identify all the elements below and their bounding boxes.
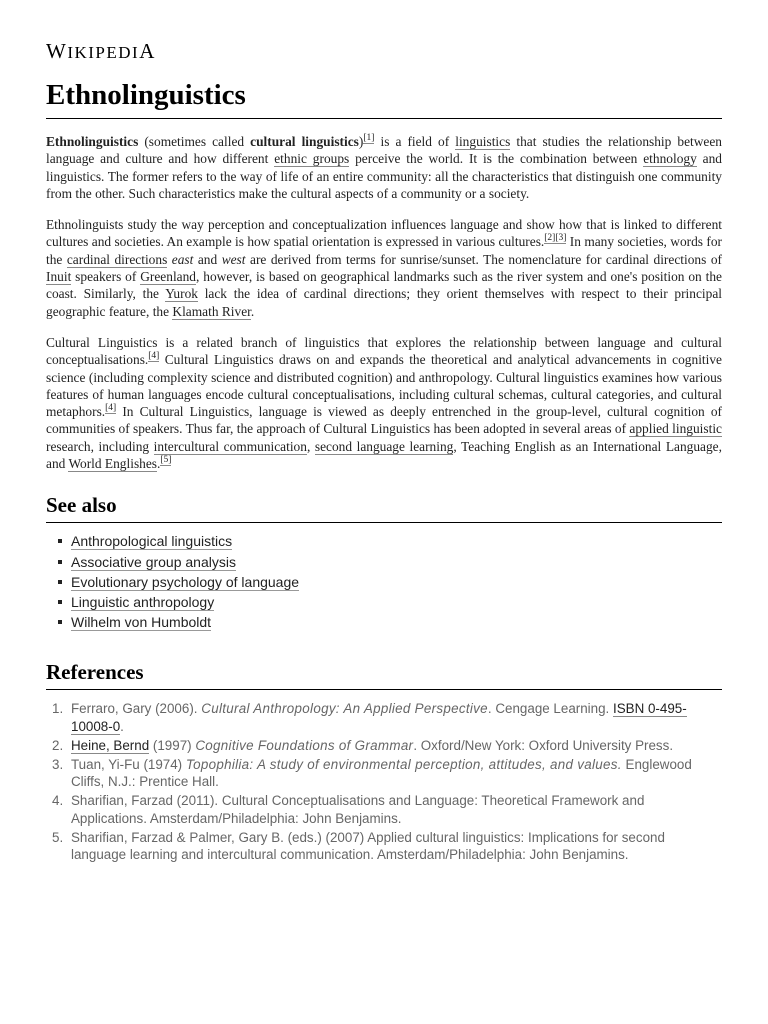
- citation-4b[interactable]: [4]: [105, 403, 117, 414]
- citation-3[interactable]: [3]: [555, 233, 567, 244]
- article: [46, 38, 722, 865]
- link-applied-linguistic[interactable]: applied linguistic: [629, 421, 722, 437]
- list-item: [46, 612, 722, 632]
- reference-item: 5. Sharifian, Farzad & Palmer, Gary B. (eds.) (2007) Applied cultural linguistics: Implications for second language learning and intercultural communication. Amsterdam/Philadelphia: John Benjamins.: [52, 829, 665, 863]
- bullet-icon: [58, 620, 62, 624]
- reference-item: 1. Ferraro, Gary (2006). Cultural Anthropology: An Applied Perspective. Cengage Learning. ISBN 0-495-10008-0.: [52, 701, 687, 734]
- references-list: [46, 700, 722, 864]
- bullet-icon: [58, 600, 62, 604]
- link-ethnic-groups[interactable]: ethnic groups: [274, 151, 350, 167]
- wikipedia-logo[interactable]: WIKIPEDIA: [46, 39, 156, 63]
- link-anthropological-linguistics[interactable]: Anthropological linguistics: [71, 533, 233, 550]
- citation-1[interactable]: [1]: [363, 133, 375, 143]
- reference-item: 4. Sharifian, Farzad (2011). Cultural Conceptualisations and Language: Theoretical Framework and Applications. Amsterdam/Philadelphia: John Benjamins.: [52, 793, 645, 826]
- list-item: [46, 592, 722, 612]
- link-world-englishes[interactable]: World Englishes: [68, 456, 158, 472]
- link-yurok[interactable]: Yurok: [165, 286, 198, 302]
- link-heine-bernd[interactable]: Heine, Bernd: [71, 737, 150, 753]
- paragraph-perception: Ethnolinguists study the way perception and conceptualization influences language and show how that is linked to different cultures and societies. An example is how spatial orientation is expressed in various cultures.[2][3] In many societies, words for the cardinal directions east and west are derived from terms for sunrise/sunset. The nomenclature for cardinal directions of Inuit speakers of Greenland, however, is based on geographical landmarks such as the river system and one's position on the coast. Similarly, the Yurok lack the idea of cardinal directions; they orient themselves with respect to their principal geographic feature, the Klamath River.: [46, 217, 722, 319]
- link-second-language-learning[interactable]: second language learning: [314, 438, 454, 454]
- link-linguistics[interactable]: linguistics: [455, 134, 511, 149]
- citation-2[interactable]: [2]: [544, 233, 556, 244]
- reference-item: 2. Heine, Bernd (1997) Cognitive Foundations of Grammar. Oxford/New York: Oxford University Press.: [52, 737, 674, 753]
- link-cardinal-directions[interactable]: cardinal directions: [66, 251, 168, 267]
- bullet-icon: [58, 539, 62, 543]
- term-bold-alt: cultural linguistics: [250, 134, 359, 149]
- link-associative-group-analysis[interactable]: Associative group analysis: [71, 553, 236, 570]
- citation-4[interactable]: [4]: [148, 351, 160, 362]
- link-wilhelm-von-humboldt[interactable]: Wilhelm von Humboldt: [71, 614, 212, 631]
- link-linguistic-anthropology[interactable]: Linguistic anthropology: [71, 593, 215, 610]
- citation-5[interactable]: [5]: [160, 455, 172, 466]
- link-inuit[interactable]: Inuit: [46, 269, 72, 285]
- references-heading: References: [46, 660, 722, 690]
- reference-item: 3. Tuan, Yi-Fu (1974) Topophilia: A study of environmental perception, attitudes, and values. Englewood Cliffs, N.J.: Prentice Hall.: [52, 756, 692, 790]
- link-greenland[interactable]: Greenland: [140, 269, 197, 285]
- see-also-heading: See also: [46, 493, 722, 523]
- list-item: [46, 572, 722, 592]
- link-klamath-river[interactable]: Klamath River: [172, 303, 251, 319]
- list-item: [46, 531, 722, 551]
- page-title: Ethnolinguistics: [46, 78, 722, 119]
- see-also-list: [46, 531, 722, 632]
- link-evolutionary-psychology-of-language[interactable]: Evolutionary psychology of language: [71, 573, 300, 590]
- link-ethnology[interactable]: ethnology: [643, 151, 697, 167]
- term-bold: Ethnolinguistics: [46, 134, 139, 149]
- bullet-icon: [58, 580, 62, 584]
- paragraph-cultural-linguistics: Cultural Linguistics is a related branch of linguistics that explores the relationship between language and cultural conceptualisations.[4] Cultural Linguistics draws on and expands the theoretical and analytical advancements in cognitive science (including complexity science and distributed cognition) and anthropology. Cultural linguistics examines how various features of human languages encode cultural conceptualisations, including cultural schemas, cultural categories, and cultural metaphors.[4] In Cultural Linguistics, language is viewed as deeply entrenched in the group-level, cultural cognition of communities of speakers. Thus far, the approach of Cultural Linguistics has been adopted in several areas of applied linguistic research, including intercultural communication, second language learning, Teaching English as an International Language, and World Englishes.[5]: [46, 334, 722, 472]
- intro-paragraph: Ethnolinguistics (sometimes called cultural linguistics)[1] is a field of linguistics that studies the relationship between language and culture and how different ethnic groups perceive the world. It is the combination between ethnology and linguistics. The former refers to the way of life of an entire community: all the characteristics that distinguish one community from the other. Such characteristics make the cultural aspects of a community or a society.: [46, 133, 723, 201]
- link-intercultural-communication[interactable]: intercultural communication: [153, 438, 307, 454]
- isbn-link[interactable]: ISBN 0-495-10008-0: [71, 701, 687, 734]
- list-item: [46, 552, 722, 572]
- bullet-icon: [58, 560, 62, 564]
